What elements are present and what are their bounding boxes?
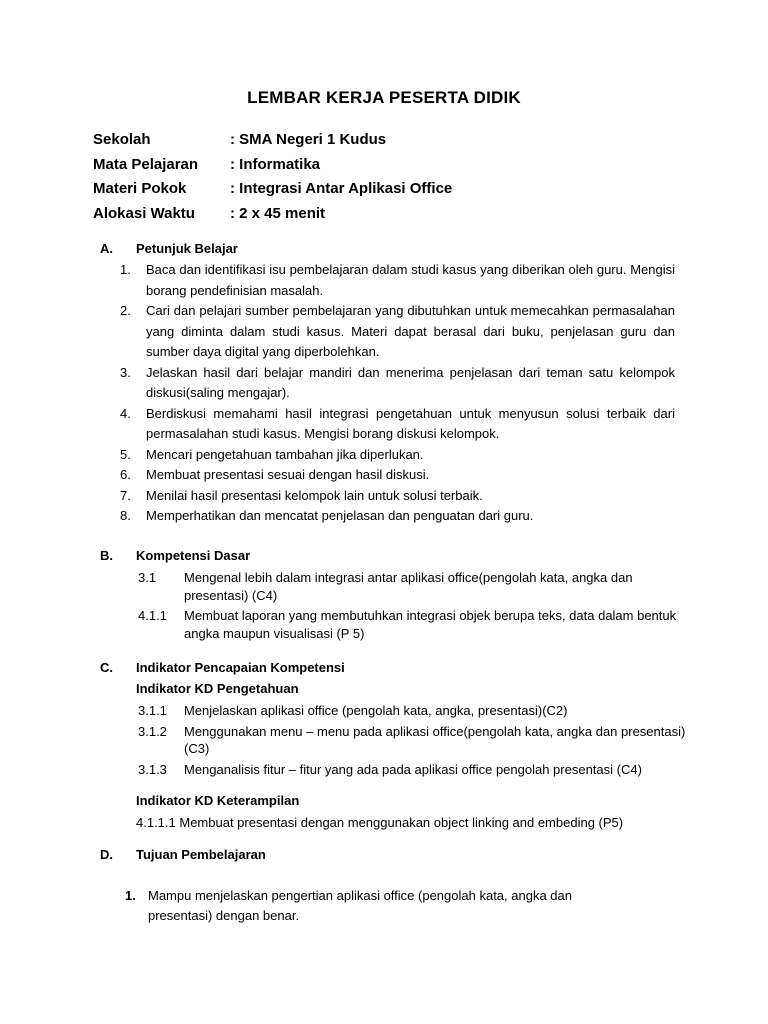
list-item [120, 486, 675, 507]
section-a-heading [100, 241, 238, 256]
list-item [120, 363, 675, 404]
item-number: 8. [120, 508, 131, 523]
item-number: 3.1.1 [138, 703, 167, 718]
info-value: : 2 x 45 menit [230, 204, 326, 222]
section-c-heading [100, 660, 345, 675]
item-number: 1. [120, 262, 131, 277]
item-text: Menggunakan menu – menu pada aplikasi office(pengolah kata, angka dan presentasi)(C3) [184, 723, 686, 756]
item-number: 3.1.3 [138, 761, 167, 777]
list-item [138, 723, 688, 758]
item-text: Berdiskusi memahami hasil integrasi pengetahuan untuk menyusun solusi terbaik dari permasalahan studi kasus. Mengisi borang diskusi kelompok. [146, 405, 675, 441]
item-number: 3.1.2 [138, 723, 167, 739]
list-item [120, 260, 675, 301]
list-item [120, 301, 675, 363]
item-number: 3. [120, 364, 131, 380]
item-text: Membuat presentasi sesuai dengan hasil diskusi. [146, 467, 430, 482]
info-row-materi-pokok [93, 177, 452, 202]
item-text: Jelaskan hasil dari belajar mandiri dan menerima penjelasan dari teman satu kelompok diskusi(saling mengajar). [146, 364, 675, 400]
info-label: Materi Pokok [93, 180, 187, 197]
list-item [125, 886, 625, 926]
item-text: Membuat laporan yang membutuhkan integrasi objek berupa teks, data dalam bentuk angka maupun visualisasi (P 5) [184, 608, 677, 641]
document-title: LEMBAR KERJA PESERTA DIDIK [247, 88, 521, 107]
list-item [120, 465, 675, 486]
list-item [120, 404, 675, 445]
item-number: 6. [120, 467, 131, 482]
item-text: Menganalisis fitur – fitur yang ada pada aplikasi office pengolah presentasi (C4) [184, 761, 642, 777]
item-number: 1. [125, 888, 136, 903]
item-text: Mengenal lebih dalam integrasi antar aplikasi office(pengolah kata, angka dan presentasi) (C4) [184, 570, 633, 603]
list-item [138, 569, 688, 604]
item-text: Baca dan identifikasi isu pembelajaran dalam studi kasus yang diberikan oleh guru. Mengisi borang pendefinisian masalah. [146, 262, 675, 298]
item-number: 2. [120, 303, 131, 318]
info-block [93, 128, 452, 226]
info-row-alokasi-waktu [93, 202, 452, 227]
subheading-keterampilan: Indikator KD Keterampilan [136, 793, 300, 808]
section-letter: A. [100, 241, 113, 256]
item-text: Menilai hasil presentasi kelompok lain untuk solusi terbaik. [146, 487, 483, 503]
section-letter: C. [100, 660, 113, 675]
info-label: Mata Pelajaran [93, 155, 199, 173]
list-item [120, 445, 675, 466]
list-item [138, 607, 688, 642]
section-title: Kompetensi Dasar [136, 548, 251, 563]
section-title: Indikator Pencapaian Kompetensi [136, 660, 345, 675]
subheading-pengetahuan: Indikator KD Pengetahuan [136, 681, 299, 696]
section-letter: D. [100, 847, 113, 862]
list-item [138, 702, 688, 720]
info-value: : Informatika [230, 155, 321, 173]
item-text: Mampu menjelaskan pengertian aplikasi office (pengolah kata, angka dan presentasi) dengan benar. [148, 888, 572, 923]
section-a-list [120, 260, 675, 527]
info-value: : Integrasi Antar Aplikasi Office [230, 180, 453, 197]
section-letter: B. [100, 548, 113, 563]
section-b-heading [100, 548, 250, 563]
item-text: Cari dan pelajari sumber pembelajaran yang dibutuhkan untuk memecahkan permasalahan yang diminta dalam studi kasus. Materi dapat berasal dari buku, penjelasan guru dan sumber daya digital yang diperbolehkan. [146, 303, 675, 359]
item-number: 5. [120, 446, 131, 462]
info-row-mata-pelajaran [93, 153, 452, 178]
item-number: 7. [120, 487, 131, 503]
item-number: 4.1.1 [138, 608, 167, 623]
section-title: Petunjuk Belajar [136, 241, 238, 256]
skill-indicator: 4.1.1.1 Membuat presentasi dengan menggunakan object linking and embeding (P5) [136, 815, 624, 830]
section-c-list [138, 702, 688, 781]
list-item [138, 761, 688, 779]
info-label: Alokasi Waktu [93, 204, 195, 222]
item-number: 4. [120, 405, 131, 421]
item-number: 3.1 [138, 570, 157, 585]
info-value: : SMA Negeri 1 Kudus [230, 131, 387, 148]
section-d-heading [100, 847, 266, 862]
list-item [120, 506, 675, 527]
section-b-list [138, 569, 688, 645]
item-text: Menjelaskan aplikasi office (pengolah kata, angka, presentasi)(C2) [184, 703, 568, 718]
info-row-sekolah [93, 128, 452, 153]
item-text: Memperhatikan dan mencatat penjelasan dan penguatan dari guru. [146, 508, 534, 523]
section-d-list [125, 886, 625, 926]
info-label: Sekolah [93, 131, 151, 148]
item-text: Mencari pengetahuan tambahan jika diperlukan. [146, 446, 424, 462]
section-title: Tujuan Pembelajaran [136, 847, 266, 862]
